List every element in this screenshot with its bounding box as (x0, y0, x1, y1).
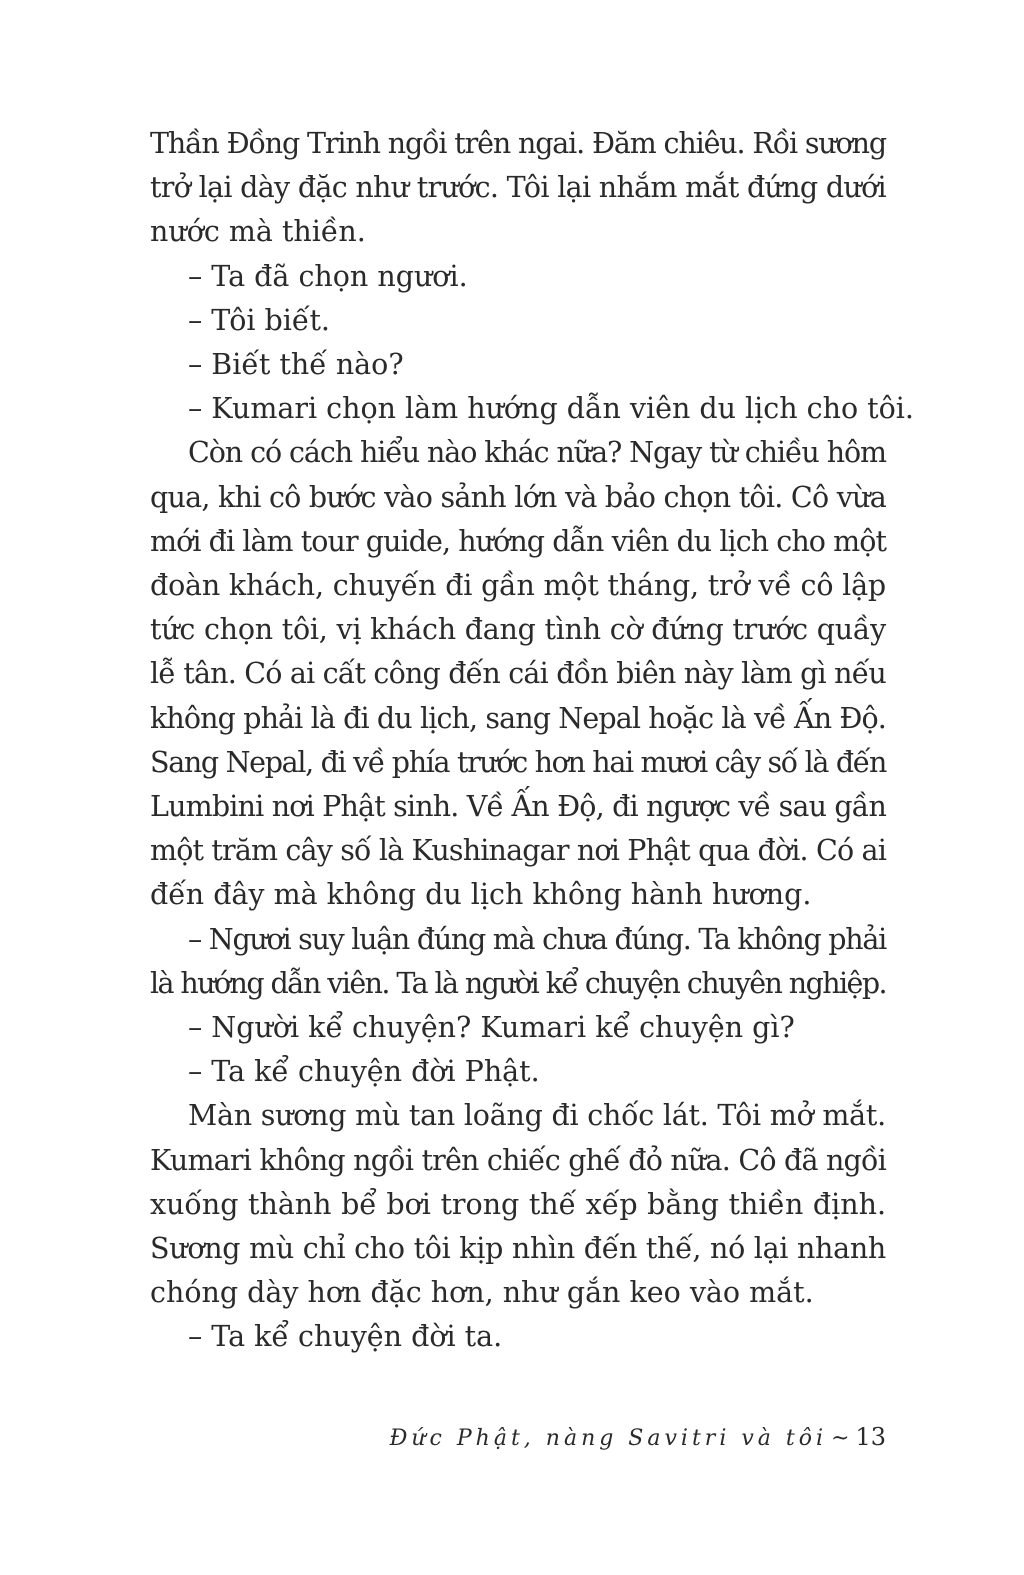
dialogue-line (150, 1006, 886, 1050)
dialogue-line (150, 918, 886, 1006)
text-line: – Biết thế nào? (188, 348, 404, 382)
paragraph (150, 1094, 886, 1315)
page-body (150, 122, 914, 1360)
dialogue-line (150, 387, 914, 431)
page-footer (390, 1423, 886, 1451)
text-line: lễ tân. Có ai cất công đến cái đồn biên này làm gì nếu (150, 657, 886, 691)
separator: ~ (831, 1426, 850, 1451)
text-line: Màn sương mù tan loãng đi chốc lát. Tôi mở mắt. (188, 1099, 886, 1133)
text-line: – Ta kể chuyện đời ta. (188, 1320, 503, 1354)
text-line: không phải là đi du lịch, sang Nepal hoặc là về Ấn Độ. (150, 701, 886, 735)
text-line: – Tôi biết. (188, 303, 330, 337)
dialogue-line (150, 299, 886, 343)
text-line: chóng dày hơn đặc hơn, như gắn keo vào mắt. (150, 1276, 814, 1310)
text-line: – Người kể chuyện? Kumari kể chuyện gì? (188, 1011, 795, 1045)
text-line: Sang Nepal, đi về phía trước hơn hai mươi cây số là đến (150, 745, 886, 779)
dialogue-line (150, 255, 886, 299)
dialogue-line (150, 343, 886, 387)
text-line: Lumbini nơi Phật sinh. Về Ấn Độ, đi ngược về sau gần (150, 790, 887, 824)
running-title: Đức Phật, nàng Savitri và tôi (389, 1426, 828, 1451)
text-line: một trăm cây số là Kushinagar nơi Phật qua đời. Có ai (150, 834, 886, 868)
text-line: – Ta đã chọn ngươi. (188, 259, 468, 293)
text-line: Sương mù chỉ cho tôi kịp nhìn đến thế, nó lại nhanh (150, 1232, 886, 1266)
text-line: Kumari không ngồi trên chiếc ghế đỏ nữa. Cô đã ngồi (150, 1143, 886, 1177)
paragraph (150, 431, 886, 917)
text-line: – Ta kể chuyện đời Phật. (188, 1055, 540, 1089)
text-line: – Ngươi suy luận đúng mà chưa đúng. Ta không phải (188, 922, 886, 956)
text-line: là hướng dẫn viên. Ta là người kể chuyện chuyên nghiệp. (150, 966, 886, 1000)
text-line: Còn có cách hiểu nào khác nữa? Ngay từ chiều hôm (188, 436, 886, 470)
text-line: qua, khi cô bước vào sảnh lớn và bảo chọn tôi. Cô vừa (150, 480, 886, 514)
text-line: đến đây mà không du lịch không hành hương. (150, 878, 812, 912)
text-line: nước mà thiền. (150, 215, 366, 249)
text-line: Thần Đồng Trinh ngồi trên ngai. Đăm chiêu. Rồi sương (150, 127, 886, 160)
page-number: 13 (855, 1423, 886, 1451)
paragraph (150, 122, 886, 255)
text-line: mới đi làm tour guide, hướng dẫn viên du lịch cho một (150, 524, 886, 558)
text-line: xuống thành bể bơi trong thế xếp bằng thiền định. (150, 1187, 886, 1221)
dialogue-line (150, 1315, 886, 1359)
dialogue-line (150, 1050, 886, 1094)
text-line: tức chọn tôi, vị khách đang tình cờ đứng trước quầy (150, 613, 886, 647)
text-line: trở lại dày đặc như trước. Tôi lại nhắm mắt đứng dưới (150, 171, 886, 205)
text-line: đoàn khách, chuyến đi gần một tháng, trở về cô lập (150, 569, 886, 603)
text-line: – Kumari chọn làm hướng dẫn viên du lịch cho tôi. (188, 392, 914, 426)
